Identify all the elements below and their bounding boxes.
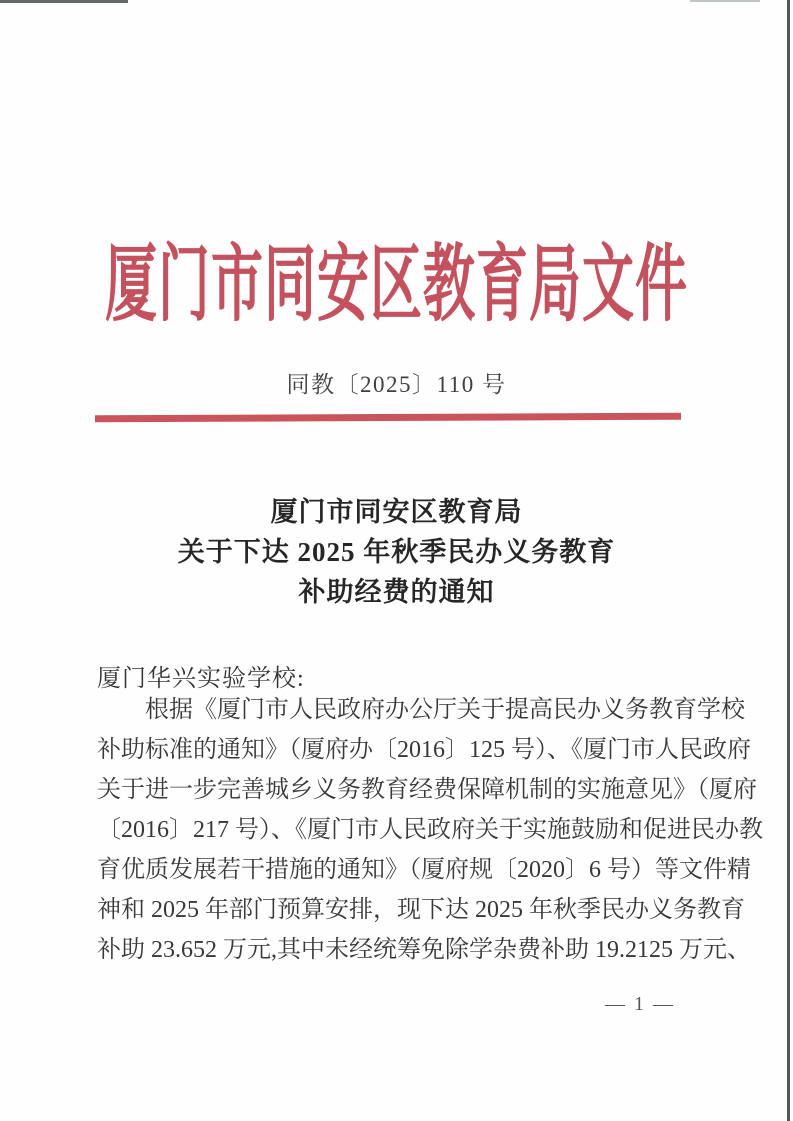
body-line: 育优质发展若干措施的通知》（厦府规〔2020〕6 号）等文件精 [97, 857, 751, 883]
red-header-title-text: 厦门市同安区教育局文件 [104, 240, 688, 333]
addressee-line: 厦门华兴实验学校: [97, 666, 305, 692]
body-line: 根据《厦门市人民政府办公厅关于提高民办义务教育学校 [97, 697, 745, 723]
body-line: 补助 23.652 万元,其中未经统筹免除学杂费补助 19.2125 万元、 [97, 937, 751, 963]
body-line: 神和 2025 年部门预算安排，现下达 2025 年秋季民办义务教育 [97, 897, 745, 923]
body-line: 〔2016〕217 号）、《厦门市人民政府关于实施鼓励和促进民办教 [97, 817, 763, 843]
red-divider-rule [95, 413, 681, 423]
scan-edge-top [0, 0, 128, 3]
body-line: 补助标准的通知》（厦府办〔2016〕125 号）、《厦门市人民政府 [97, 737, 751, 763]
red-header-title [0, 242, 793, 332]
page-number: — 1 — [605, 993, 675, 1015]
scan-edge-top-right [690, 0, 760, 2]
document-number: 同教〔2025〕110 号 [286, 372, 507, 397]
document-title [0, 492, 793, 612]
document-title-line-2: 关于下达 2025 年秋季民办义务教育 [177, 537, 616, 567]
document-title-line-1: 厦门市同安区教育局 [270, 497, 523, 527]
body-line: 关于进一步完善城乡义务教育经费保障机制的实施意见》（厦府 [97, 777, 757, 803]
document-title-line-3: 补助经费的通知 [298, 577, 495, 607]
body-paragraph [97, 690, 763, 970]
